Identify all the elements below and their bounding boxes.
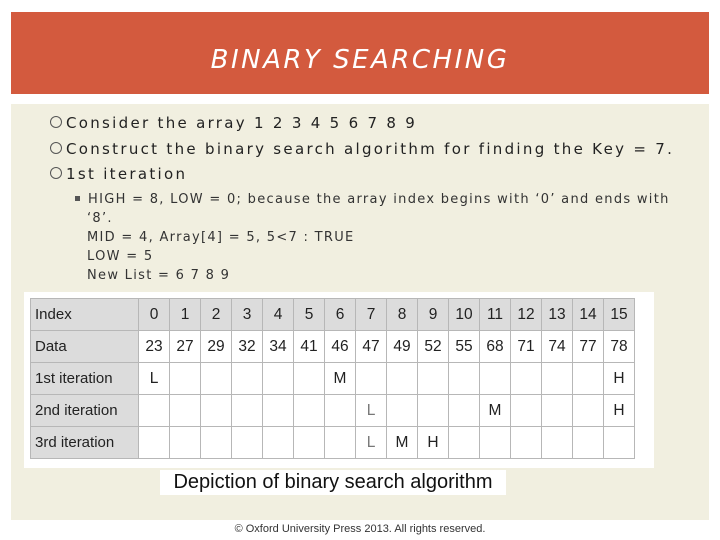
- table-cell: [542, 363, 573, 395]
- table-cell: L: [356, 395, 387, 427]
- iteration-row: [31, 363, 635, 395]
- slide-title: BINARY SEARCHING: [210, 45, 510, 75]
- circle-bullet-icon: [50, 167, 62, 179]
- table-cell: [232, 395, 263, 427]
- bullet-2: [50, 140, 674, 158]
- table-cell: [263, 427, 294, 459]
- sub-line-5: New List = 6 7 8 9: [87, 268, 231, 283]
- table-cell: 7: [356, 299, 387, 331]
- table-cell: [201, 395, 232, 427]
- table-cell: 46: [325, 331, 356, 363]
- table-cell: [139, 395, 170, 427]
- iteration-row: [31, 427, 635, 459]
- table-cell: L: [356, 427, 387, 459]
- table-cell: 6: [325, 299, 356, 331]
- table-cell: 5: [294, 299, 325, 331]
- table-cell: H: [604, 363, 635, 395]
- table-cell: [356, 363, 387, 395]
- table-cell: [294, 363, 325, 395]
- table-cell: 23: [139, 331, 170, 363]
- table-cell: 4: [263, 299, 294, 331]
- binary-search-figure: [24, 292, 654, 468]
- table-cell: 0: [139, 299, 170, 331]
- table-cell: 77: [573, 331, 604, 363]
- bullet-text: 1st iteration: [66, 165, 188, 183]
- table-cell: [480, 363, 511, 395]
- row-header: 3rd iteration: [31, 427, 139, 459]
- table-cell: [511, 395, 542, 427]
- table-cell: 11: [480, 299, 511, 331]
- table-cell: L: [139, 363, 170, 395]
- row-header: 2nd iteration: [31, 395, 139, 427]
- table-cell: 8: [387, 299, 418, 331]
- table-cell: [263, 395, 294, 427]
- binary-search-table: [30, 298, 635, 459]
- table-cell: [170, 395, 201, 427]
- sub-line-3: MID = 4, Array[4] = 5, 5<7 : TRUE: [87, 230, 355, 245]
- table-cell: 13: [542, 299, 573, 331]
- table-cell: M: [325, 363, 356, 395]
- circle-bullet-icon: [50, 116, 62, 128]
- table-cell: [325, 427, 356, 459]
- table-cell: 3: [232, 299, 263, 331]
- table-cell: 12: [511, 299, 542, 331]
- table-cell: 1: [170, 299, 201, 331]
- table-cell: 14: [573, 299, 604, 331]
- table-cell: [480, 427, 511, 459]
- sub-line-2: ‘8’.: [87, 211, 113, 226]
- title-bar: [11, 12, 709, 94]
- table-cell: [449, 363, 480, 395]
- table-cell: [170, 427, 201, 459]
- data-row: [31, 331, 635, 363]
- index-row: [31, 299, 635, 331]
- table-cell: M: [480, 395, 511, 427]
- table-cell: 41: [294, 331, 325, 363]
- table-cell: [449, 395, 480, 427]
- table-cell: 34: [263, 331, 294, 363]
- table-cell: 49: [387, 331, 418, 363]
- table-cell: 55: [449, 331, 480, 363]
- table-cell: 68: [480, 331, 511, 363]
- table-cell: [170, 363, 201, 395]
- table-cell: [387, 363, 418, 395]
- table-cell: [573, 427, 604, 459]
- row-header: 1st iteration: [31, 363, 139, 395]
- figure-caption: Depiction of binary search algorithm: [160, 470, 506, 495]
- table-cell: [387, 395, 418, 427]
- table-cell: [263, 363, 294, 395]
- table-cell: [201, 427, 232, 459]
- table-cell: [232, 363, 263, 395]
- table-cell: [542, 395, 573, 427]
- table-cell: H: [418, 427, 449, 459]
- row-header: Index: [31, 299, 139, 331]
- table-cell: 27: [170, 331, 201, 363]
- table-cell: 2: [201, 299, 232, 331]
- table-cell: 74: [542, 331, 573, 363]
- row-header: Data: [31, 331, 139, 363]
- table-cell: M: [387, 427, 418, 459]
- sub-bullet: [75, 190, 670, 285]
- table-cell: [139, 427, 170, 459]
- table-cell: 52: [418, 331, 449, 363]
- table-cell: [418, 395, 449, 427]
- copyright-footer: © Oxford University Press 2013. All rights reserved.: [234, 523, 486, 535]
- table-cell: [573, 363, 604, 395]
- table-cell: 32: [232, 331, 263, 363]
- table-cell: 29: [201, 331, 232, 363]
- table-cell: [542, 427, 573, 459]
- circle-bullet-icon: [50, 142, 62, 154]
- table-cell: [325, 395, 356, 427]
- bullet-3: [50, 165, 187, 183]
- bullet-text: Consider the array 1 2 3 4 5 6 7 8 9: [66, 114, 418, 132]
- table-cell: 47: [356, 331, 387, 363]
- table-cell: [449, 427, 480, 459]
- table-cell: 15: [604, 299, 635, 331]
- table-cell: 9: [418, 299, 449, 331]
- table-cell: 10: [449, 299, 480, 331]
- table-cell: [418, 363, 449, 395]
- table-cell: [294, 395, 325, 427]
- table-cell: [232, 427, 263, 459]
- sub-line-1: HIGH = 8, LOW = 0; because the array index begins with ‘0’ and ends with: [75, 190, 670, 209]
- table-cell: H: [604, 395, 635, 427]
- table-cell: 78: [604, 331, 635, 363]
- table-cell: [604, 427, 635, 459]
- table-cell: [511, 363, 542, 395]
- bullet-1: [50, 114, 417, 132]
- square-bullet-icon: [75, 196, 80, 201]
- table-cell: [573, 395, 604, 427]
- table-cell: [201, 363, 232, 395]
- iteration-row: [31, 395, 635, 427]
- table-cell: [511, 427, 542, 459]
- sub-line-4: LOW = 5: [87, 249, 154, 264]
- bullet-text: Construct the binary search algorithm for finding the Key = 7.: [66, 140, 675, 158]
- table-cell: [294, 427, 325, 459]
- table-cell: 71: [511, 331, 542, 363]
